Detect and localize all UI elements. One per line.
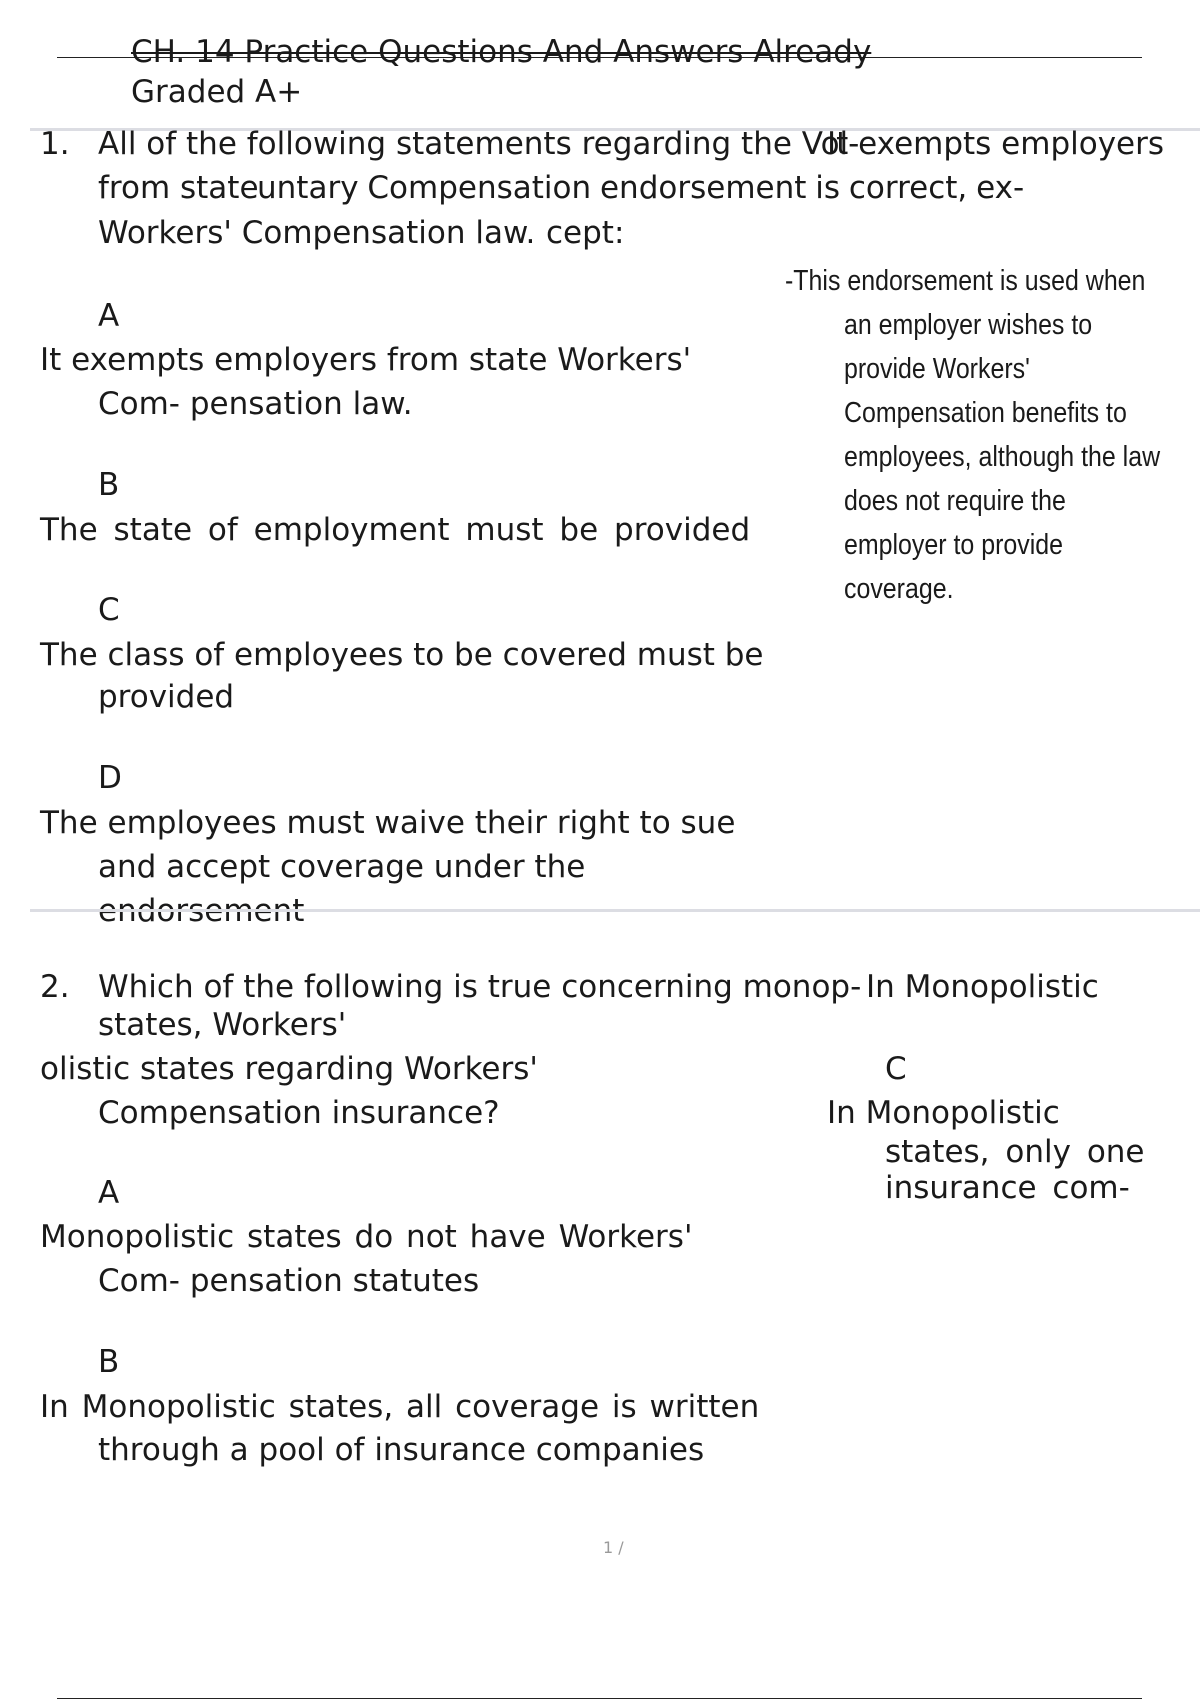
option-letter: B [98, 467, 120, 503]
answer-detail-line: insurance com- [885, 1170, 1130, 1206]
option-text: The state of employment must be provided [40, 512, 751, 548]
explanation-line: employees, although the law [844, 441, 1161, 473]
option-letter: C [98, 592, 120, 628]
option-text: provided [98, 679, 235, 715]
answer-letter: C [885, 1051, 907, 1087]
option-text: endorsement [98, 893, 305, 927]
question-stem-line: Which of the following is true concerning monop- [98, 969, 862, 1005]
document-subtitle: Graded A+ [131, 74, 303, 110]
explanation-line: employer to provide [844, 529, 1064, 561]
question-number: 1. [40, 126, 70, 162]
option-text: Com- pensation law. [98, 386, 413, 422]
question-stem-line: Compensation insurance? [98, 1095, 500, 1131]
explanation-line: provide Workers' [844, 353, 1030, 385]
answer-line: In Monopolistic [866, 969, 1099, 1005]
document-title: CH. 14 Practice Questions And Answers Already [131, 34, 872, 70]
answer-detail-line: states, only one [885, 1134, 1145, 1170]
explanation-line: Compensation benefits to [844, 397, 1127, 429]
question-stem-line: All of the following statements regarding the Vol- [98, 126, 860, 162]
explanation-line: coverage. [844, 573, 954, 605]
option-text: Monopolistic states do not have Workers' [40, 1219, 693, 1255]
option-text: It exempts employers from state Workers' [40, 342, 692, 378]
option-text: The employees must waive their right to sue [40, 805, 736, 841]
page-number: 1 / [603, 1538, 624, 1557]
section-divider [30, 909, 1200, 912]
answer-line: It exempts employers [827, 126, 1165, 162]
option-text: In Monopolistic states, all coverage is written [40, 1389, 760, 1425]
question-stem-line: cept: [546, 215, 625, 251]
answer-line: states, Workers' [98, 1007, 347, 1043]
answer-line: Workers' Compensation law. [98, 215, 536, 251]
option-letter: B [98, 1344, 120, 1380]
footer-rule [57, 1698, 1142, 1699]
option-text: Com- pensation statutes [98, 1263, 480, 1299]
explanation-line: an employer wishes to [844, 309, 1093, 341]
answer-detail-line: In Monopolistic [827, 1095, 1060, 1131]
explanation-line: -This endorsement is used when [785, 265, 1146, 297]
answer-line: from state [98, 170, 259, 206]
option-letter: A [98, 298, 120, 334]
option-text: and accept coverage under the [98, 849, 586, 885]
explanation-line: does not require the [844, 485, 1066, 517]
question-number: 2. [40, 969, 70, 1005]
question-stem-line: olistic states regarding Workers' [40, 1051, 538, 1087]
option-letter: D [98, 760, 122, 796]
option-text: through a pool of insurance companies [98, 1432, 705, 1468]
option-letter: A [98, 1175, 120, 1211]
option-text: The class of employees to be covered must be [40, 637, 764, 673]
question-stem-line: untary Compensation endorsement is correct, ex- [257, 170, 1025, 206]
